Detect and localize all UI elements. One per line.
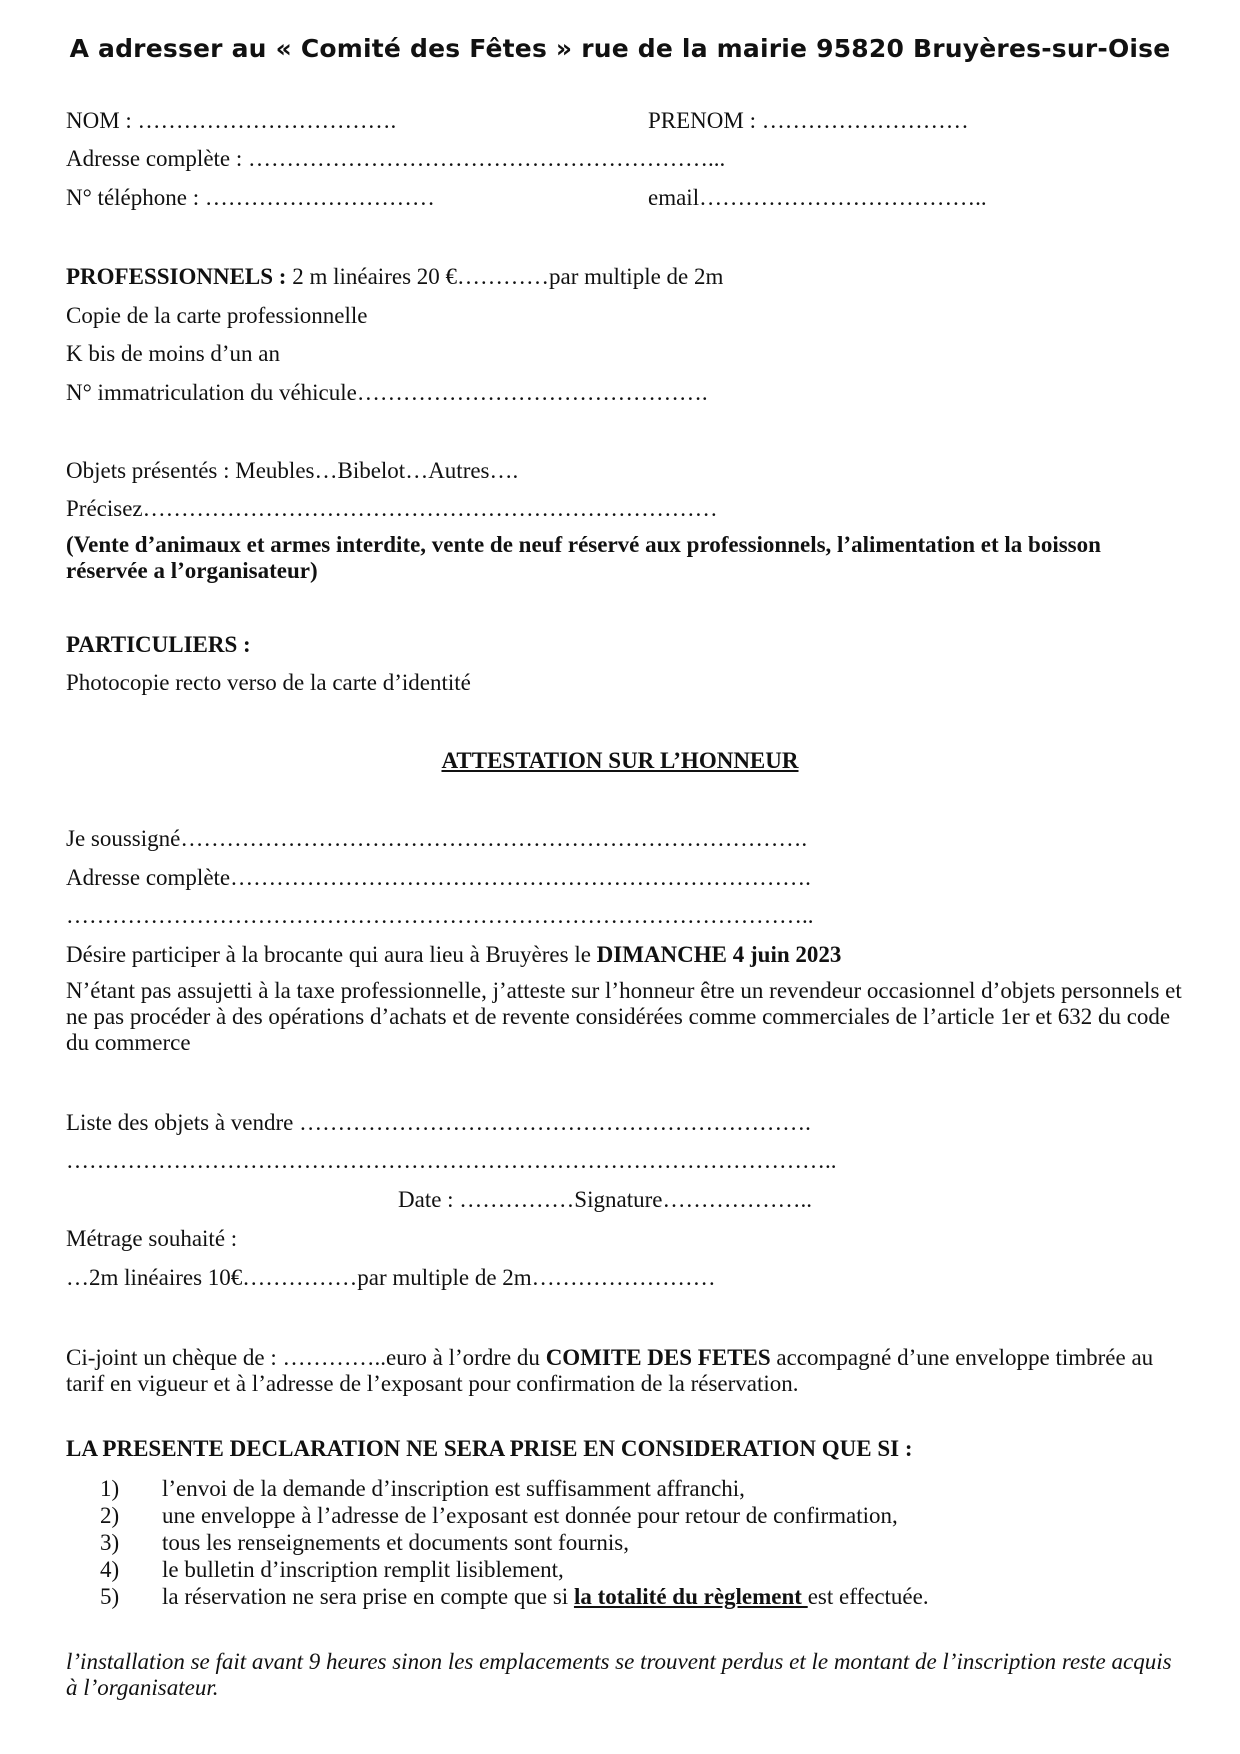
- copie-carte: Copie de la carte professionnelle: [66, 303, 368, 328]
- photocopie: Photocopie recto verso de la carte d’identité: [66, 670, 471, 695]
- attestation-adresse-field-2: ……………………………………………………………………………………..: [66, 903, 814, 928]
- nom-field: NOM : …………………………….: [66, 108, 397, 133]
- liste-objets-field: Liste des objets à vendre ………………………………………………………….: [66, 1110, 811, 1135]
- immatriculation-field: N° immatriculation du véhicule……………………………………….: [66, 380, 708, 405]
- condition-item-after: est effectuée.: [807, 1584, 929, 1609]
- attestation-adresse-field: Adresse complète………………………………………………………………….: [66, 865, 811, 890]
- soussigne-field: Je soussigné……………………………………………………………………….: [66, 826, 808, 851]
- telephone-field: N° téléphone : …………………………: [66, 185, 435, 210]
- comite-des-fetes: COMITE DES FETES: [545, 1345, 771, 1370]
- adresse-field: Adresse complète : ……………………………………………………...: [66, 146, 726, 171]
- page-title: A adresser au « Comité des Fêtes » rue de la mairie 95820 Bruyères-sur-Oise: [69, 34, 1171, 63]
- desire-participer: [66, 943, 841, 966]
- condition-item: une enveloppe à l’adresse de l’exposant est donnée pour retour de confirmation,: [162, 1503, 898, 1528]
- taxe-attestation: N’étant pas assujetti à la taxe professionnelle, j’atteste sur l’honneur être un revendeur occasionnel d’objets personnels et ne pas procéder à des opérations d’achats et de revente considérées comme commerciales de l’article 1er et 632 du code du commerce: [66, 978, 1182, 1055]
- prenom-field: PRENOM : ………………………: [648, 108, 969, 133]
- cheque-after: accompagné d’une enveloppe timbrée au tarif en vigueur et à l’adresse de l’exposant pour confirmation de la réservation.: [66, 1345, 1154, 1396]
- metrage-souhaite: Métrage souhaité :: [66, 1226, 238, 1251]
- condition-item: l’envoi de la demande d’inscription est suffisamment affranchi,: [162, 1476, 745, 1501]
- vente-note: (Vente d’animaux et armes interdite, vente de neuf réservé aux professionnels, l’alimentation et la boisson réservée a l’organisateur): [66, 532, 1101, 583]
- cheque-before: Ci-joint un chèque de : …………..euro à l’ordre du: [66, 1345, 546, 1370]
- liste-objets-field-2: ………………………………………………………………………………………..: [66, 1148, 837, 1173]
- condition-number: 3): [100, 1530, 120, 1555]
- professionnels-tarif: 2 m linéaires 20 €…………par multiple de 2m: [286, 264, 724, 289]
- professionnels-label: PROFESSIONNELS :: [66, 264, 287, 289]
- email-field: email………………………………..: [648, 185, 987, 210]
- condition-item: le bulletin d’inscription remplit lisiblement,: [162, 1557, 564, 1582]
- condition-item: tous les renseignements et documents sont fournis,: [162, 1530, 629, 1555]
- precisez-field: Précisez…………………………………………………………………: [66, 496, 718, 521]
- condition-item-text: la réservation ne sera prise en compte que si: [162, 1584, 574, 1609]
- condition-item: [162, 1585, 929, 1608]
- particuliers-label: PARTICULIERS :: [66, 632, 251, 657]
- attestation-title: ATTESTATION SUR L’HONNEUR: [441, 748, 799, 773]
- condition-number: 5): [100, 1584, 120, 1609]
- condition-number: 2): [100, 1503, 120, 1528]
- installation-note: l’installation se fait avant 9 heures sinon les emplacements se trouvent perdus et le montant de l’inscription reste acquis à l’organisateur.: [66, 1649, 1172, 1700]
- kbis: K bis de moins d’un an: [66, 341, 281, 366]
- conditions-title: LA PRESENTE DECLARATION NE SERA PRISE EN CONSIDERATION QUE SI :: [66, 1436, 913, 1461]
- event-date: DIMANCHE 4 juin 2023: [596, 942, 842, 967]
- totalite-reglement: la totalité du règlement: [573, 1584, 808, 1609]
- lineaires-field: …2m linéaires 10€……………par multiple de 2m……………………: [66, 1265, 716, 1290]
- desire-text: Désire participer à la brocante qui aura lieu à Bruyères le: [66, 942, 597, 967]
- date-signature: Date : ……………Signature………………..: [398, 1187, 812, 1212]
- objets-presentes: Objets présentés : Meubles…Bibelot…Autres….: [66, 458, 519, 483]
- cheque-paragraph: [66, 1345, 1186, 1397]
- condition-number: 1): [100, 1476, 120, 1501]
- condition-number: 4): [100, 1557, 120, 1582]
- professionnels-line: [66, 265, 723, 288]
